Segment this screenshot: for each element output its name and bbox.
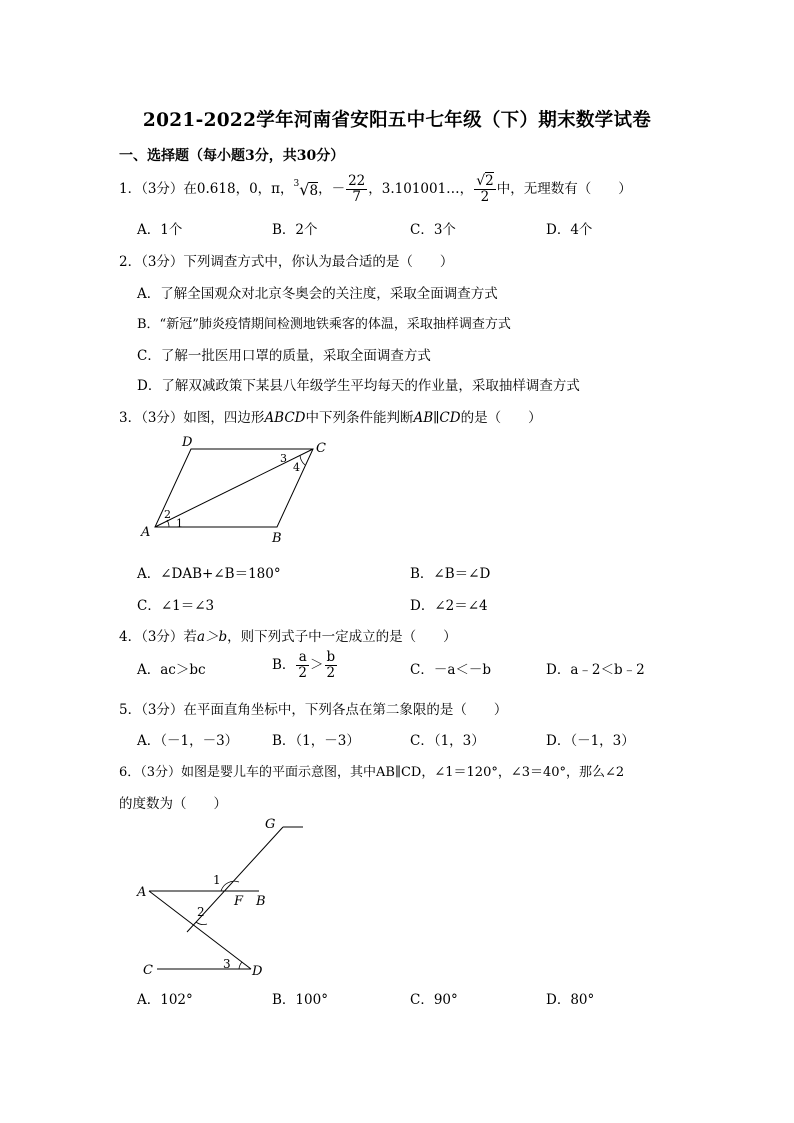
- q1-option-c[interactable]: C．3个: [410, 222, 456, 238]
- q2-option-a[interactable]: A．了解全国观众对北京冬奥会的关注度，采取全面调查方式: [137, 286, 498, 302]
- q3-stem-parallel: AB∥CD: [413, 410, 461, 426]
- question-5-stem: 5．（3分）在平面直角坐标中，下列各点在第二象限的是（ ）: [119, 702, 508, 718]
- q1-minus: ，－: [318, 181, 346, 197]
- q3-option-c[interactable]: C．∠1＝∠3: [137, 598, 215, 614]
- question-1: [119, 174, 632, 205]
- root-radicand: 8: [309, 183, 319, 199]
- angle-arc-3: [239, 962, 242, 969]
- angle-label-2: 2: [197, 905, 205, 919]
- label-g: G: [265, 817, 276, 832]
- diagonal-ac: [155, 449, 313, 527]
- angle-arc-2: [196, 922, 207, 925]
- q6-figure-stroller: [135, 812, 315, 982]
- q6-option-a[interactable]: A．102°: [137, 992, 193, 1008]
- q4-stem-ineq: a＞b: [196, 629, 228, 645]
- angle-label-1: 1: [176, 517, 183, 530]
- label-f: F: [234, 894, 244, 909]
- q3-stem-part: 3．（3分）如图，四边形: [119, 410, 265, 426]
- q1-option-b[interactable]: B．2个: [272, 222, 318, 238]
- angle-label-3: 3: [223, 957, 231, 971]
- label-a: A: [137, 885, 147, 900]
- question-2-stem: 2．（3分）下列调查方式中，你认为最合适的是（ ）: [119, 254, 454, 270]
- q2-option-c[interactable]: C．了解一批医用口罩的质量，采取全面调查方式: [137, 348, 431, 364]
- q1-option-a[interactable]: A．1个: [137, 222, 183, 238]
- q5-option-d[interactable]: D．（－1，3）: [546, 733, 635, 749]
- label-d: D: [182, 435, 193, 450]
- frac-denominator: 2: [298, 665, 308, 681]
- q5-option-c[interactable]: C．（1，3）: [410, 733, 485, 749]
- question-3-stem: [119, 406, 542, 426]
- frac-numerator: b: [326, 649, 336, 665]
- page-title: 2021-2022学年河南省安阳五中七年级（下）期末数学试卷: [142, 110, 652, 131]
- q3-option-d[interactable]: D．∠2＝∠4: [410, 598, 488, 614]
- angle-label-1: 1: [213, 873, 221, 887]
- q5-option-b[interactable]: B．（1，－3）: [272, 733, 360, 749]
- q1-stem-start: 1．（3分）在0.618，0，π，: [119, 181, 294, 197]
- angle-label-2: 2: [164, 508, 171, 521]
- label-c: C: [316, 441, 326, 456]
- sqrt-radicand: 2: [485, 173, 494, 189]
- q6-option-c[interactable]: C．90°: [410, 992, 458, 1008]
- root-index: 3: [293, 178, 300, 189]
- label-b: B: [256, 894, 266, 909]
- cube-root-8: $^3$√8: [293, 178, 319, 199]
- frac-numerator-sqrt: √2: [476, 173, 494, 189]
- q3-figure-parallelogram: [135, 435, 335, 545]
- label-d: D: [252, 964, 263, 979]
- angle-arc-c: [300, 455, 305, 465]
- q6-option-d[interactable]: D．80°: [546, 992, 595, 1008]
- angle-label-3: 3: [280, 452, 287, 465]
- q4-option-d[interactable]: D．a﹣2＜b﹣2: [546, 662, 645, 678]
- q1-option-d[interactable]: D．4个: [546, 222, 593, 238]
- q3-stem-part: 中下列条件能判断: [305, 410, 414, 426]
- q1-tail: 中，无理数有（ ）: [496, 181, 632, 197]
- angle-arc-1: [221, 881, 239, 891]
- q3-stem-part: 的是（ ）: [460, 410, 542, 426]
- fraction-b-2: [325, 650, 338, 681]
- q4-option-c[interactable]: C．－a＜－b: [410, 662, 492, 678]
- angle-label-4: 4: [293, 461, 300, 474]
- q4-option-b[interactable]: [272, 650, 338, 681]
- frac-numerator: 22: [348, 173, 366, 189]
- question-4-stem: [119, 625, 457, 645]
- q4-option-a[interactable]: A．ac＞bc: [137, 662, 206, 678]
- label-c: C: [143, 963, 153, 978]
- q4-option-b-prefix: B．: [272, 657, 296, 673]
- frac-denominator: 7: [352, 189, 361, 205]
- frac-denominator: 2: [326, 665, 336, 681]
- question-6-stem-line1: 6．（3分）如图是婴儿车的平面示意图，其中AB∥CD，∠1＝120°，∠3＝40°，那么∠2: [119, 765, 625, 780]
- q6-option-b[interactable]: B．100°: [272, 992, 328, 1008]
- label-a: A: [141, 525, 151, 540]
- q3-option-b[interactable]: B．∠B＝∠D: [410, 566, 491, 582]
- frac-denominator: 2: [480, 189, 490, 205]
- fraction-sqrt2-2: [474, 174, 496, 205]
- label-b: B: [272, 531, 282, 545]
- section-heading: 一、选择题（每小题3分，共30分）: [119, 148, 345, 164]
- q3-stem-quad: ABCD: [264, 410, 306, 426]
- q3-option-a[interactable]: A．∠DAB+∠B＝180°: [137, 566, 281, 582]
- frac-numerator: a: [296, 650, 309, 666]
- q4-stem-part: 4．（3分）若: [119, 629, 197, 645]
- fraction-a-2: [296, 650, 309, 681]
- q5-option-a[interactable]: A．（－1，－3）: [137, 733, 239, 749]
- angle-arc-a: [167, 520, 169, 527]
- question-6-stem-line2: 的度数为（ ）: [119, 796, 227, 812]
- q1-mid: ，3.101001…，: [368, 181, 474, 197]
- q4-stem-part: ，则下列式子中一定成立的是（ ）: [227, 629, 457, 645]
- q2-option-d[interactable]: D．了解双减政策下某县八年级学生平均每天的作业量，采取抽样调查方式: [137, 378, 580, 394]
- fraction-22-7: [346, 174, 367, 205]
- q4-option-b-relation: ＞: [310, 657, 324, 673]
- q2-option-b[interactable]: B．“新冠”肺炎疫情期间检测地铁乘客的体温，采取抽样调查方式: [137, 317, 511, 332]
